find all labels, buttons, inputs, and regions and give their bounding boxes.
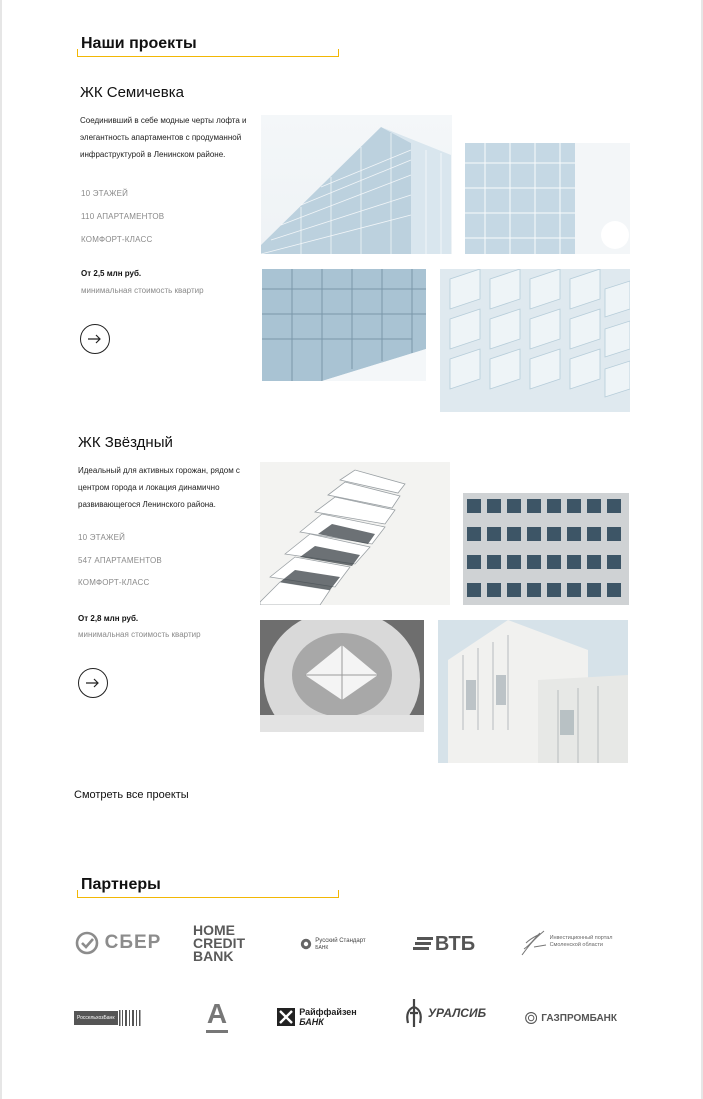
project-1-spec-apartments: 110 АПАРТАМЕНТОВ [81, 212, 165, 221]
arrow-right-icon [88, 334, 102, 344]
project-2-description: Идеальный для активных горожан, рядом с центром города и локация динамично развивающегося Ленинского района. [78, 466, 240, 509]
project-1-photo-2 [465, 143, 630, 254]
partner-gazprombank[interactable]: ГАЗПРОМБАНК [525, 1007, 617, 1029]
project-2-spec-floors: 10 ЭТАЖЕЙ [78, 533, 126, 542]
project-1-price-note: минимальная стоимость квартир [81, 286, 204, 295]
russkiy-standart-logo-icon [300, 938, 312, 950]
partners-title-underline [77, 890, 339, 898]
project-2-photo-2 [463, 493, 629, 605]
partner-rosselkhozbank[interactable]: РоссельхозБанк [74, 1009, 162, 1027]
raiffeisen-logo-icon [277, 1008, 295, 1026]
sber-logo-icon [75, 931, 99, 955]
project-2-price-note: минимальная стоимость квартир [78, 630, 201, 639]
project-1-price: От 2,5 млн руб. [81, 269, 142, 278]
project-1-spec-class: КОМФОРТ-КЛАСС [81, 235, 153, 244]
project-2-open-button[interactable] [78, 668, 108, 698]
uralsib-logo-icon [404, 999, 424, 1027]
project-1-name: ЖК Семичевка [80, 84, 184, 101]
arrow-right-icon [86, 678, 100, 688]
bird-logo-icon [520, 927, 548, 957]
project-1-photo-4 [440, 269, 630, 412]
partner-russkiy-standart[interactable]: Русский Стандарт БАНК [292, 934, 374, 954]
projects-title-underline [77, 49, 339, 57]
partner-sber[interactable]: СБЕР [72, 929, 164, 957]
project-1-description: Соединивший в себе модные черты лофта и элегантность апартаментов с продуманной инфраструктурой в Ленинском районе. [80, 116, 247, 159]
partner-uralsib[interactable]: УРАЛСИБ [398, 998, 492, 1028]
project-2-photo-4 [438, 620, 628, 763]
partner-smolensk-investment-portal[interactable]: Инвестиционный портал Смоленской области [514, 925, 618, 959]
project-2-photo-1 [260, 462, 450, 605]
view-all-projects-link[interactable]: Смотреть все проекты [74, 789, 189, 801]
projects-section-title: Наши проекты [81, 35, 197, 52]
alfa-underline [206, 1030, 228, 1033]
project-2-name: ЖК Звёздный [78, 434, 173, 451]
page-edge-left [0, 0, 2, 1099]
partners-section-title: Партнеры [81, 876, 161, 893]
vtb-logo-icon [413, 937, 433, 951]
partner-home-credit[interactable]: HOME CREDIT BANK [193, 921, 246, 964]
project-1-open-button[interactable] [80, 324, 110, 354]
project-2-spec-class: КОМФОРТ-КЛАСС [78, 578, 150, 587]
project-1-spec-floors: 10 ЭТАЖЕЙ [81, 189, 129, 198]
partner-vtb[interactable]: ВТБ [409, 931, 479, 957]
gazprombank-logo-icon [525, 1009, 537, 1027]
project-2-photo-3 [260, 620, 424, 732]
barcode-icon [118, 1010, 142, 1026]
partner-raiffeisen[interactable]: Райффайзен БАНК [272, 1005, 362, 1029]
project-2-price: От 2,8 млн руб. [78, 614, 139, 623]
project-1-photo-1 [261, 115, 452, 254]
project-1-photo-3 [262, 269, 426, 381]
partner-alfa-bank[interactable]: А [204, 997, 230, 1035]
project-2-spec-apartments: 547 АПАРТАМЕНТОВ [78, 556, 162, 565]
